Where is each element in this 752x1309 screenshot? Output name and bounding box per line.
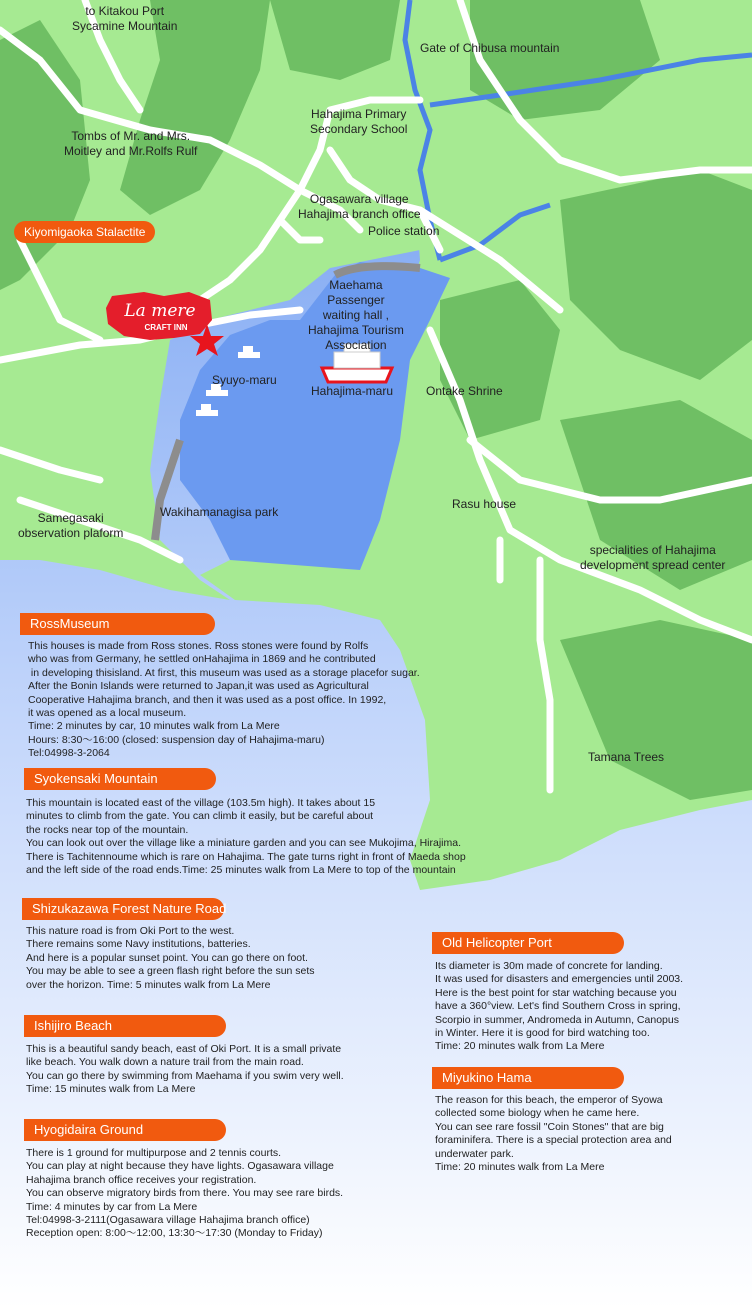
label-school: Hahajima Primary Secondary School xyxy=(310,107,408,136)
section-body-shizukazawa: This nature road is from Oki Port to the west. There remains some Navy institutions, batteries. And here is a popular sunset point. You can go there on foot. You may be able to see a green flash right before the sun sets over the horizon. Time: 5 minutes walk from La Mere xyxy=(26,925,315,991)
label-kitakou: to Kitakou Port Sycamine Mountain xyxy=(72,4,178,33)
section-body-hyogidaira: There is 1 ground for multipurpose and 2 tennis courts. You can play at night because they have lights. Ogasawara village Hahajima branch office receives your registration. You can observe migratory birds from there. You may see rare birds. Time: 4 minutes by car from La Mere Tel:04998-3-2111(Ogasawara village Hahajima branch office) Reception open: 8:00〜12:00, 13:30〜17:30 (Monday to Friday) xyxy=(26,1147,344,1240)
label-ontake: Ontake Shrine xyxy=(426,384,503,398)
label-wakihama: Wakihamanagisa park xyxy=(160,505,279,519)
section-body-ross-museum: This houses is made from Ross stones. Ross stones were found by Rolfs who was from Germany, he settled onHahajima in 1869 and he contributed in developing thisisland. At first, this museum was used as a storage placefor sugar. After the Bonin Islands were returned to Japan,it was used as Agricultural Cooperative Hahajima branch, and then it was used as a post office. In 1992, it was opened as a local museum. Time: 2 minutes by car, 10 minutes walk from La Mere Hours: 8:30〜16:00 (closed: suspension day of Hahajima-maru) Tel:04998-3-2064 xyxy=(28,640,420,760)
section-title-miyukino-hama: Miyukino Hama xyxy=(432,1067,624,1089)
section-body-syokensaki: This mountain is located east of the village (103.5m high). It takes about 15 minutes to climb from the gate. You can climb it easily, but be careful about the rocks near top of the mountain. You can look out over the village like a miniature garden and you can see Mukojima, Hirajima. There is Tachitennoume which is rare on Hahajima. The gate turns right in front of Maeda shop and the left side of the road ends.Time: 25 minutes walk from La Mere to top of the mountain xyxy=(26,797,466,877)
label-police: Police station xyxy=(368,224,440,238)
label-village-office: Ogasawara village Hahajima branch office xyxy=(298,192,421,221)
section-title-ishijiro: Ishijiro Beach xyxy=(24,1015,226,1037)
logo-name: La mere xyxy=(124,301,196,321)
section-body-old-helicopter-port: Its diameter is 30m made of concrete for landing. It was used for disasters and emergencies until 2003. Here is the best point for star watching because you have a 360°view. Let's find Southern Cross in spring, Scorpio in summer, Andromeda in Autumn, Canopus in Winter. Here it is good for bird watching too. Time: 20 minutes walk from La Mere xyxy=(435,960,684,1053)
section-body-miyukino-hama: The reason for this beach, the emperor of Syowa collected some biology when he came here. You can see rare fossil "Coin Stones" that are big foraminifera. There is a special protection area and underwater park. Time: 20 minutes walk from La Mere xyxy=(435,1094,672,1174)
logo-sub: CRAFT INN xyxy=(144,323,188,332)
label-specialities: specialities of Hahajima development spread center xyxy=(580,543,726,572)
label-tamana: Tamana Trees xyxy=(588,750,665,764)
label-chibusa: Gate of Chibusa mountain xyxy=(420,41,560,55)
label-syuyo: Syuyo-maru xyxy=(212,373,277,387)
label-hahajima-maru: Hahajima-maru xyxy=(311,384,394,398)
section-title-old-helicopter-port: Old Helicopter Port xyxy=(432,932,624,954)
label-samegasaki: Samegasaki observation plaform xyxy=(18,511,124,540)
label-tombs: Tombs of Mr. and Mrs. Moitley and Mr.Rolfs Rulf xyxy=(64,129,198,158)
label-rasu: Rasu house xyxy=(452,497,517,511)
la-mere-logo xyxy=(104,290,216,342)
section-title-hyogidaira: Hyogidaira Ground xyxy=(24,1119,226,1141)
section-title-ross-museum: RossMuseum xyxy=(20,613,215,635)
section-title-shizukazawa: Shizukazawa Forest Nature Road xyxy=(22,898,224,920)
section-title-syokensaki: Syokensaki Mountain xyxy=(24,768,216,790)
kiyomigaoka-badge: Kiyomigaoka Stalactite xyxy=(14,221,155,243)
section-body-ishijiro: This is a beautiful sandy beach, east of Oki Port. It is a small private like beach. You walk down a nature trail from the main road. You can go there by swimming from Maehama if you swim very well. Time: 15 minutes walk from La Mere xyxy=(26,1043,344,1096)
label-maehama: Maehama Passenger waiting hall , Hahajima Tourism Association xyxy=(308,278,404,352)
